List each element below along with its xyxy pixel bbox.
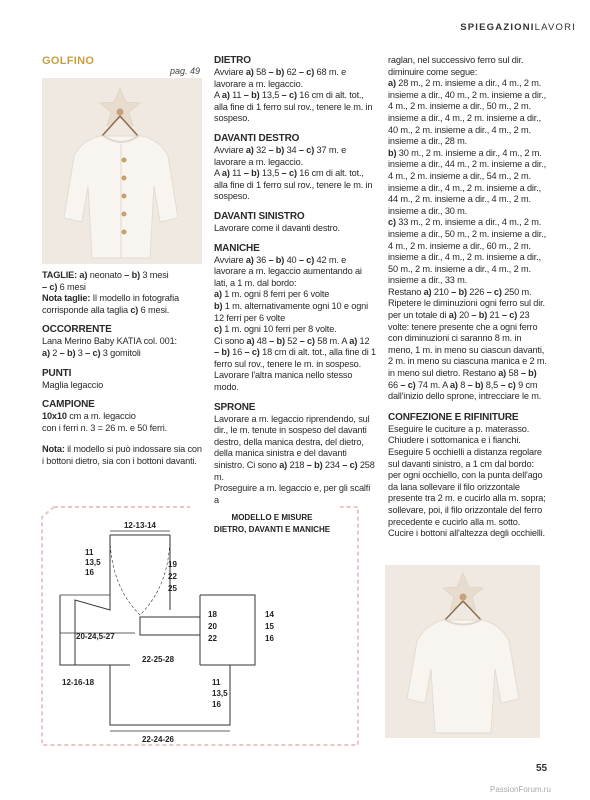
campione-heading: CAMPIONE [42, 399, 95, 411]
campione-line2: con i ferri n. 3 = 26 m. e 50 ferri. [42, 422, 168, 433]
occorrente-line1: Lana Merino Baby KATIA col. 001: [42, 336, 177, 347]
maniche-p5: Ci sono a) 48 – b) 52 – c) 58 m. A a) 12 – b) 16 – c) 18 cm di alt. tot., alla fine di 1 ferro sul rov., tenere le m. in sospeso. [214, 335, 376, 369]
davanti-sinistro-heading: DAVANTI SINISTRO [214, 210, 305, 222]
restano-text: Restano a) 210 – b) 226 – c) 250 m. Ripetere le diminuzioni ogni ferro sul dir. per un totale di a) 20 – b) 21 – c) 23 volte: tenere presente che a ogni ferro con diminuzioni ci saranno 8 m. in meno, 1 m. in meno su ciascun davanti, 2 m. in meno su ciascuna manica e 2 m. in meno sul dietro. Restano a) 58 – b) 66 – c) 74 m. A a) 8 – b) 8,5 – c) 9 cm dall'inizio dello sprone, intrecciare le m. [388, 286, 547, 402]
column-3 [388, 55, 548, 540]
label-top-width: 12-13-14 [123, 521, 157, 530]
maniche-p3: b) 1 m. alternativamente ogni 10 e ogni 12 ferri per 6 volte [214, 300, 369, 323]
label-body-w: 22-24-26 [141, 735, 175, 744]
label-yoke-side-2: 22 [168, 572, 177, 581]
label-sleeve-w-2: 15 [265, 622, 274, 631]
nota-text: Nota: il modello si può indossare sia con i bottoni dietro, sia con i bottoni davanti. [42, 444, 202, 466]
size-c-decreases: c) 33 m., 2 m. insieme a dir., 4 m., 2 m. insieme a dir., 50 m., 2 m. insieme a dir., 4 m., 2 m. insieme a dir., 60 m., 2 m. insieme a dir., 4 m., 2 m. insieme a dir., 50 m., 2 m. insieme a dir., 4 m., 2 m. insieme a dir., 33 m. [388, 217, 546, 286]
sprone-p2: Proseguire a m. legaccio e, per gli scalfi a [214, 483, 371, 505]
maniche-p6: Lavorare l'altra manica nello stesso modo. [214, 370, 353, 393]
label-sleeve-w-1: 14 [265, 610, 274, 619]
label-yoke-side-3: 25 [168, 584, 177, 593]
occorrente-line2: a) 2 – b) 3 – c) 3 gomitoli [42, 347, 141, 358]
punti-text: Maglia legaccio [42, 379, 104, 390]
occorrente-heading: OCCORRENTE [42, 324, 112, 336]
size-a-decreases: a) 28 m., 2 m. insieme a dir., 4 m., 2 m. insieme a dir., 40 m., 2 m. insieme a dir., 4 m., 2 m. insieme a dir., 50 m., 2 m. insieme a dir., 4 m., 2 m. insieme a dir., 40 m., 2 m. insieme a dir., 4 m., 2 m. insieme a dir., 28 m. [388, 78, 546, 147]
taglie-line2: – c) 6 mesi [42, 281, 86, 292]
nota-taglie: Nota taglie: Il modello in fotografia corrisponde alla taglia c) 6 mesi. [42, 293, 179, 315]
schematic-diagram [40, 505, 360, 750]
watermark: PassionForum.ru [490, 785, 551, 794]
running-header [460, 22, 576, 33]
header-right: LAVORI [534, 22, 576, 33]
davanti-destro-p2: A a) 11 – b) 13,5 – c) 16 cm di alt. tot., alla fine di 1 ferro sul rov., tenere le m. in sospeso. [214, 168, 373, 202]
column-2 [214, 55, 376, 506]
campione-line1: 10x10 cm a m. legaccio [42, 411, 136, 422]
maniche-p2: a) 1 m. ogni 8 ferri per 6 volte [214, 289, 330, 300]
davanti-sinistro-text: Lavorare come il davanti destro. [214, 222, 340, 233]
label-body-h-3: 16 [212, 700, 221, 709]
maniche-p4: c) 1 m. ogni 10 ferri per 8 volte. [214, 324, 337, 335]
product-photo-front [42, 78, 202, 264]
confezione-heading: CONFEZIONE E RIFINITURE [388, 411, 519, 423]
davanti-destro-heading: DAVANTI DESTRO [214, 132, 300, 144]
confezione-text: Eseguire le cuciture a p. materasso. Chiudere i sottomanica e i fianchi. Eseguire 5 occhielli a distanza regolare sul davanti sinistro, a 1 cm dal bordo: per ogni occhiello, con la punta dell'ago da lana sollevare il filo orizzontale presente tra 2 m. e cucirlo alla m. sopra; sollevare, poi, il filo orizzontale del ferro precedente e cucirlo alla m. sotto. Cucire i bottoni all'altezza degli occhielli. [388, 423, 546, 539]
column-1 [42, 270, 204, 468]
taglie-line1: TAGLIE: a) neonato – b) 3 mesi [42, 270, 169, 280]
label-yoke-h-1: 11 [85, 548, 94, 557]
label-neck: 22-25-28 [142, 655, 175, 664]
label-sleeve-left-w: 20-24,5-27 [76, 632, 115, 641]
dietro-p1: Avviare a) 58 – b) 62 – c) 68 m. e lavorare a m. legaccio. [214, 67, 347, 89]
article-title: GOLFINO [42, 55, 95, 67]
diagram-title-2: DIETRO, DAVANTI E MANICHE [213, 525, 331, 534]
product-photo-back [385, 565, 540, 738]
sprone-heading: SPRONE [214, 401, 256, 413]
header-left: SPIEGAZIONI [460, 22, 535, 33]
maniche-p1: Avviare a) 36 – b) 40 – c) 42 m. e lavorare a m. legaccio aumentando ai lati, a 1 m. dal bordo: [214, 254, 362, 288]
label-body-h-1: 11 [212, 678, 221, 687]
punti-heading: PUNTI [42, 367, 72, 379]
size-b-decreases: b) 30 m., 2 m. insieme a dir., 4 m., 2 m. insieme a dir., 44 m., 2 m. insieme a dir., 4 m., 2 m. insieme a dir., 54 m., 2 m. insieme a dir., 4 m., 2 m. insieme a dir., 44 m., 2 m. insieme a dir., 4 m., 2 m. insieme a dir., 30 m. [388, 147, 546, 216]
dietro-p2: A a) 11 – b) 13,5 – c) 16 cm di alt. tot., alla fine di 1 ferro sul rov., tenere le m. in sospeso. [214, 90, 373, 124]
label-sleeve-len-1: 18 [208, 610, 217, 619]
label-sleeve-len-2: 20 [208, 622, 217, 631]
page-reference: pag. 49 [170, 66, 201, 76]
label-yoke-h-3: 16 [85, 568, 94, 577]
label-sleeve-len-3: 22 [208, 634, 217, 643]
raglan-intro: raglan, nel successivo ferro sul dir. diminuire come segue: [388, 55, 524, 77]
label-body-h-2: 13,5 [212, 689, 228, 698]
davanti-destro-p1: Avviare a) 32 – b) 34 – c) 37 m. e lavorare a m. legaccio. [214, 144, 347, 167]
label-yoke-side-1: 19 [168, 560, 177, 569]
label-sleeve-w-3: 16 [265, 634, 274, 643]
label-yoke-h-2: 13,5 [85, 558, 101, 567]
label-sleeve-bottom: 12-16-18 [62, 678, 95, 687]
dietro-heading: DIETRO [214, 55, 251, 66]
maniche-heading: MANICHE [214, 242, 260, 254]
page-number: 55 [536, 763, 548, 774]
sprone-p1: Lavorare a m. legaccio riprendendo, sul dir., le m. tenute in sospeso del davanti destro, della manica destra, del dietro, della manica sinistra e del davanti sinistro. Ci sono a) 218 – b) 234 – c) 258 m. [214, 413, 375, 482]
diagram-title-1: MODELLO E MISURE [231, 513, 313, 522]
